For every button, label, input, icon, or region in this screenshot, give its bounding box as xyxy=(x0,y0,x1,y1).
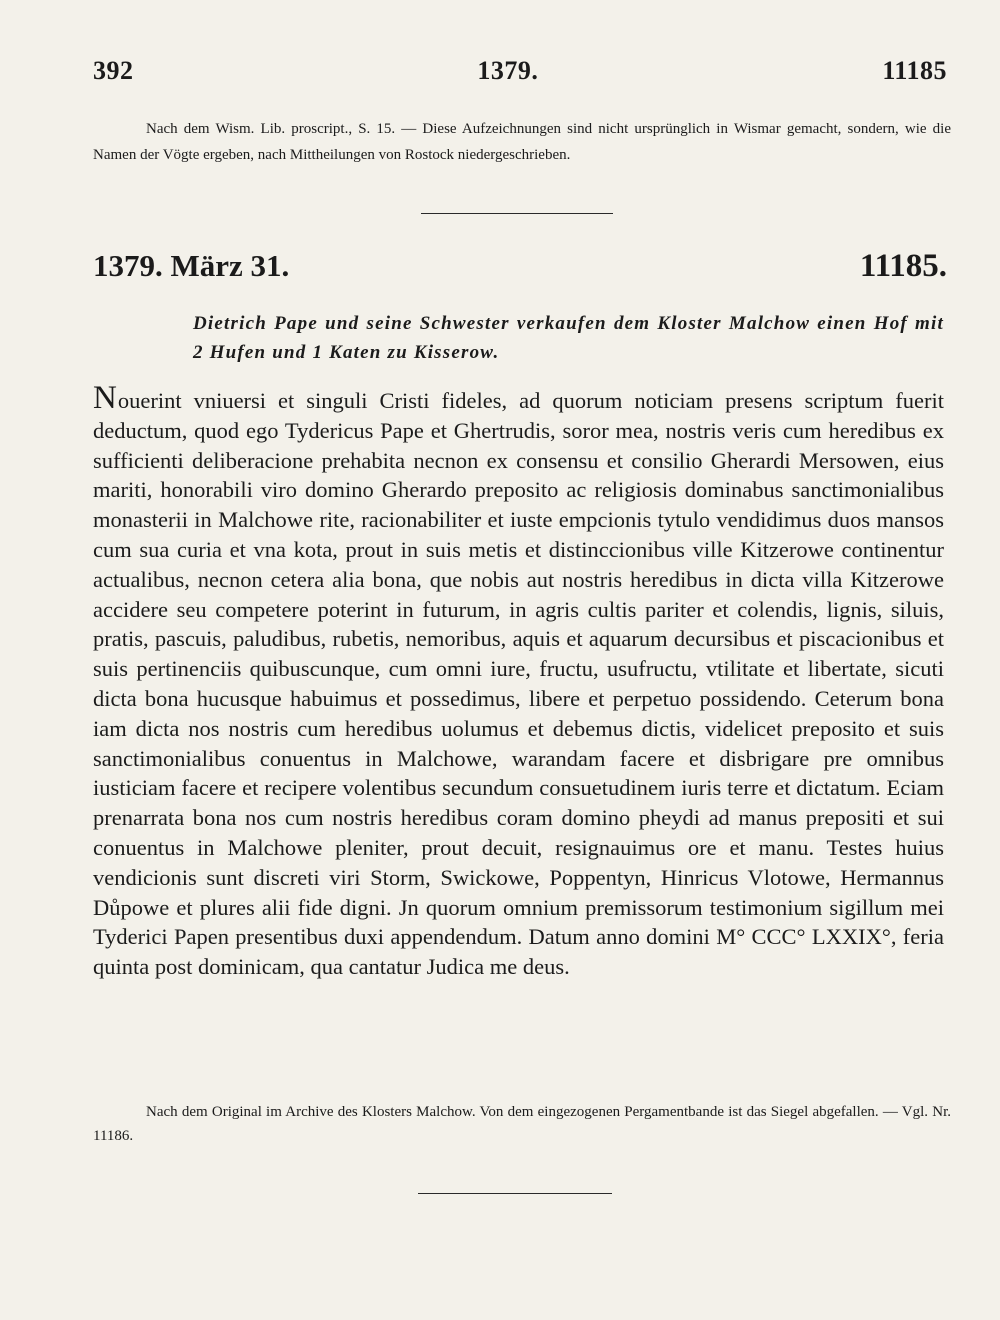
entry-date: 1379. März 31. xyxy=(93,248,290,283)
entry-heading xyxy=(93,248,947,285)
previous-entry-note-text: Nach dem Wism. Lib. proscript., S. 15. — Diese Aufzeichnungen sind nicht ursprünglich in Wismar gemacht, sondern, wie die Namen der Vögte ergeben, nach Mittheilungen von Rostock niedergeschrieben. xyxy=(93,121,951,163)
running-head xyxy=(93,56,947,86)
separator-rule xyxy=(421,213,613,214)
charter-text xyxy=(93,380,944,982)
entry-summary xyxy=(193,309,944,367)
end-rule xyxy=(418,1193,612,1194)
entry-summary-text: Dietrich Pape und seine Schwester verkaufen dem Kloster Malchow einen Hof mit 2 Hufen und 1 Katen zu Kisserow. xyxy=(193,313,944,363)
initial-letter: N xyxy=(93,380,118,416)
source-note xyxy=(93,1100,951,1148)
running-year: 1379. xyxy=(477,56,539,85)
running-document-number: 11185 xyxy=(882,56,947,85)
source-note-text: Nach dem Original im Archive des Klosters Malchow. Von dem eingezogenen Pergamentbande ist das Siegel abgefallen. — Vgl. Nr. 11186. xyxy=(93,1104,951,1144)
charter-body: ouerint vniuersi et singuli Cristi fideles, ad quorum noticiam presens scriptum fuerit deductum, quod ego Tydericus Pape et Ghertrudis, soror mea, nostris veris cum heredibus ex sufficienti deliberacione prehabita necnon ex consensu et consilio Gherardi Mersowen, eius mariti, honorabili viro domino Gherardo preposito ac religiosis dominabus sanctimonialibus monasterii in Malchowe rite, racionabiliter et iuste empcionis tytulo vendidimus duos mansos cum sua curia et vna kota, prout in suis metis et distinccionibus ville Kitzerowe continentur actualibus, necnon cetera alia bona, que nobis aut nostris heredibus in dicta villa Kitzerowe accidere seu competere poterint in futurum, in agris cultis pariter et colendis, lignis, siluis, pratis, pascuis, paludibus, rubetis, nemoribus, aquis et aquarum decursibus et piscacionibus et suis pertinenciis quibuscunque, cum omni iure, fructu, usufructu, vtilitate et libertate, sicuti dicta bona hucusque habuimus et possedimus, libere et perpetuo possidendo. Ceterum bona iam dicta nos nostris cum heredibus uolumus et debemus dictis, videlicet preposito et suis sanctimonialibus conuentus in Malchowe, warandam facere et disbrigare pre omnibus iusticiam facere et recipere volentibus secundum consuetudinem iuris terre et dictatum. Eciam prenarrata bona nos cum nostris heredibus coram domino pheydi ad manus prepositi et sui conuentus in Malchowe pleniter, prout decuit, resignauimus ore et manu. Testes huius vendicionis sunt discreti viri Storm, Swickowe, Poppentyn, Hinricus Vlotowe, Hermannus Důpowe et plures alii fide digni. Jn quorum omnium premissorum testimonium sigillum mei Tyderici Papen presentibus duxi appendendum. Datum anno domini M° CCC° LXXIX°, feria quinta post dominicam, qua cantatur Judica me deus. xyxy=(93,388,944,980)
entry-number: 11185. xyxy=(859,248,947,284)
previous-entry-note xyxy=(93,117,951,168)
charter-paragraph xyxy=(93,380,944,982)
page-number: 392 xyxy=(93,56,134,85)
